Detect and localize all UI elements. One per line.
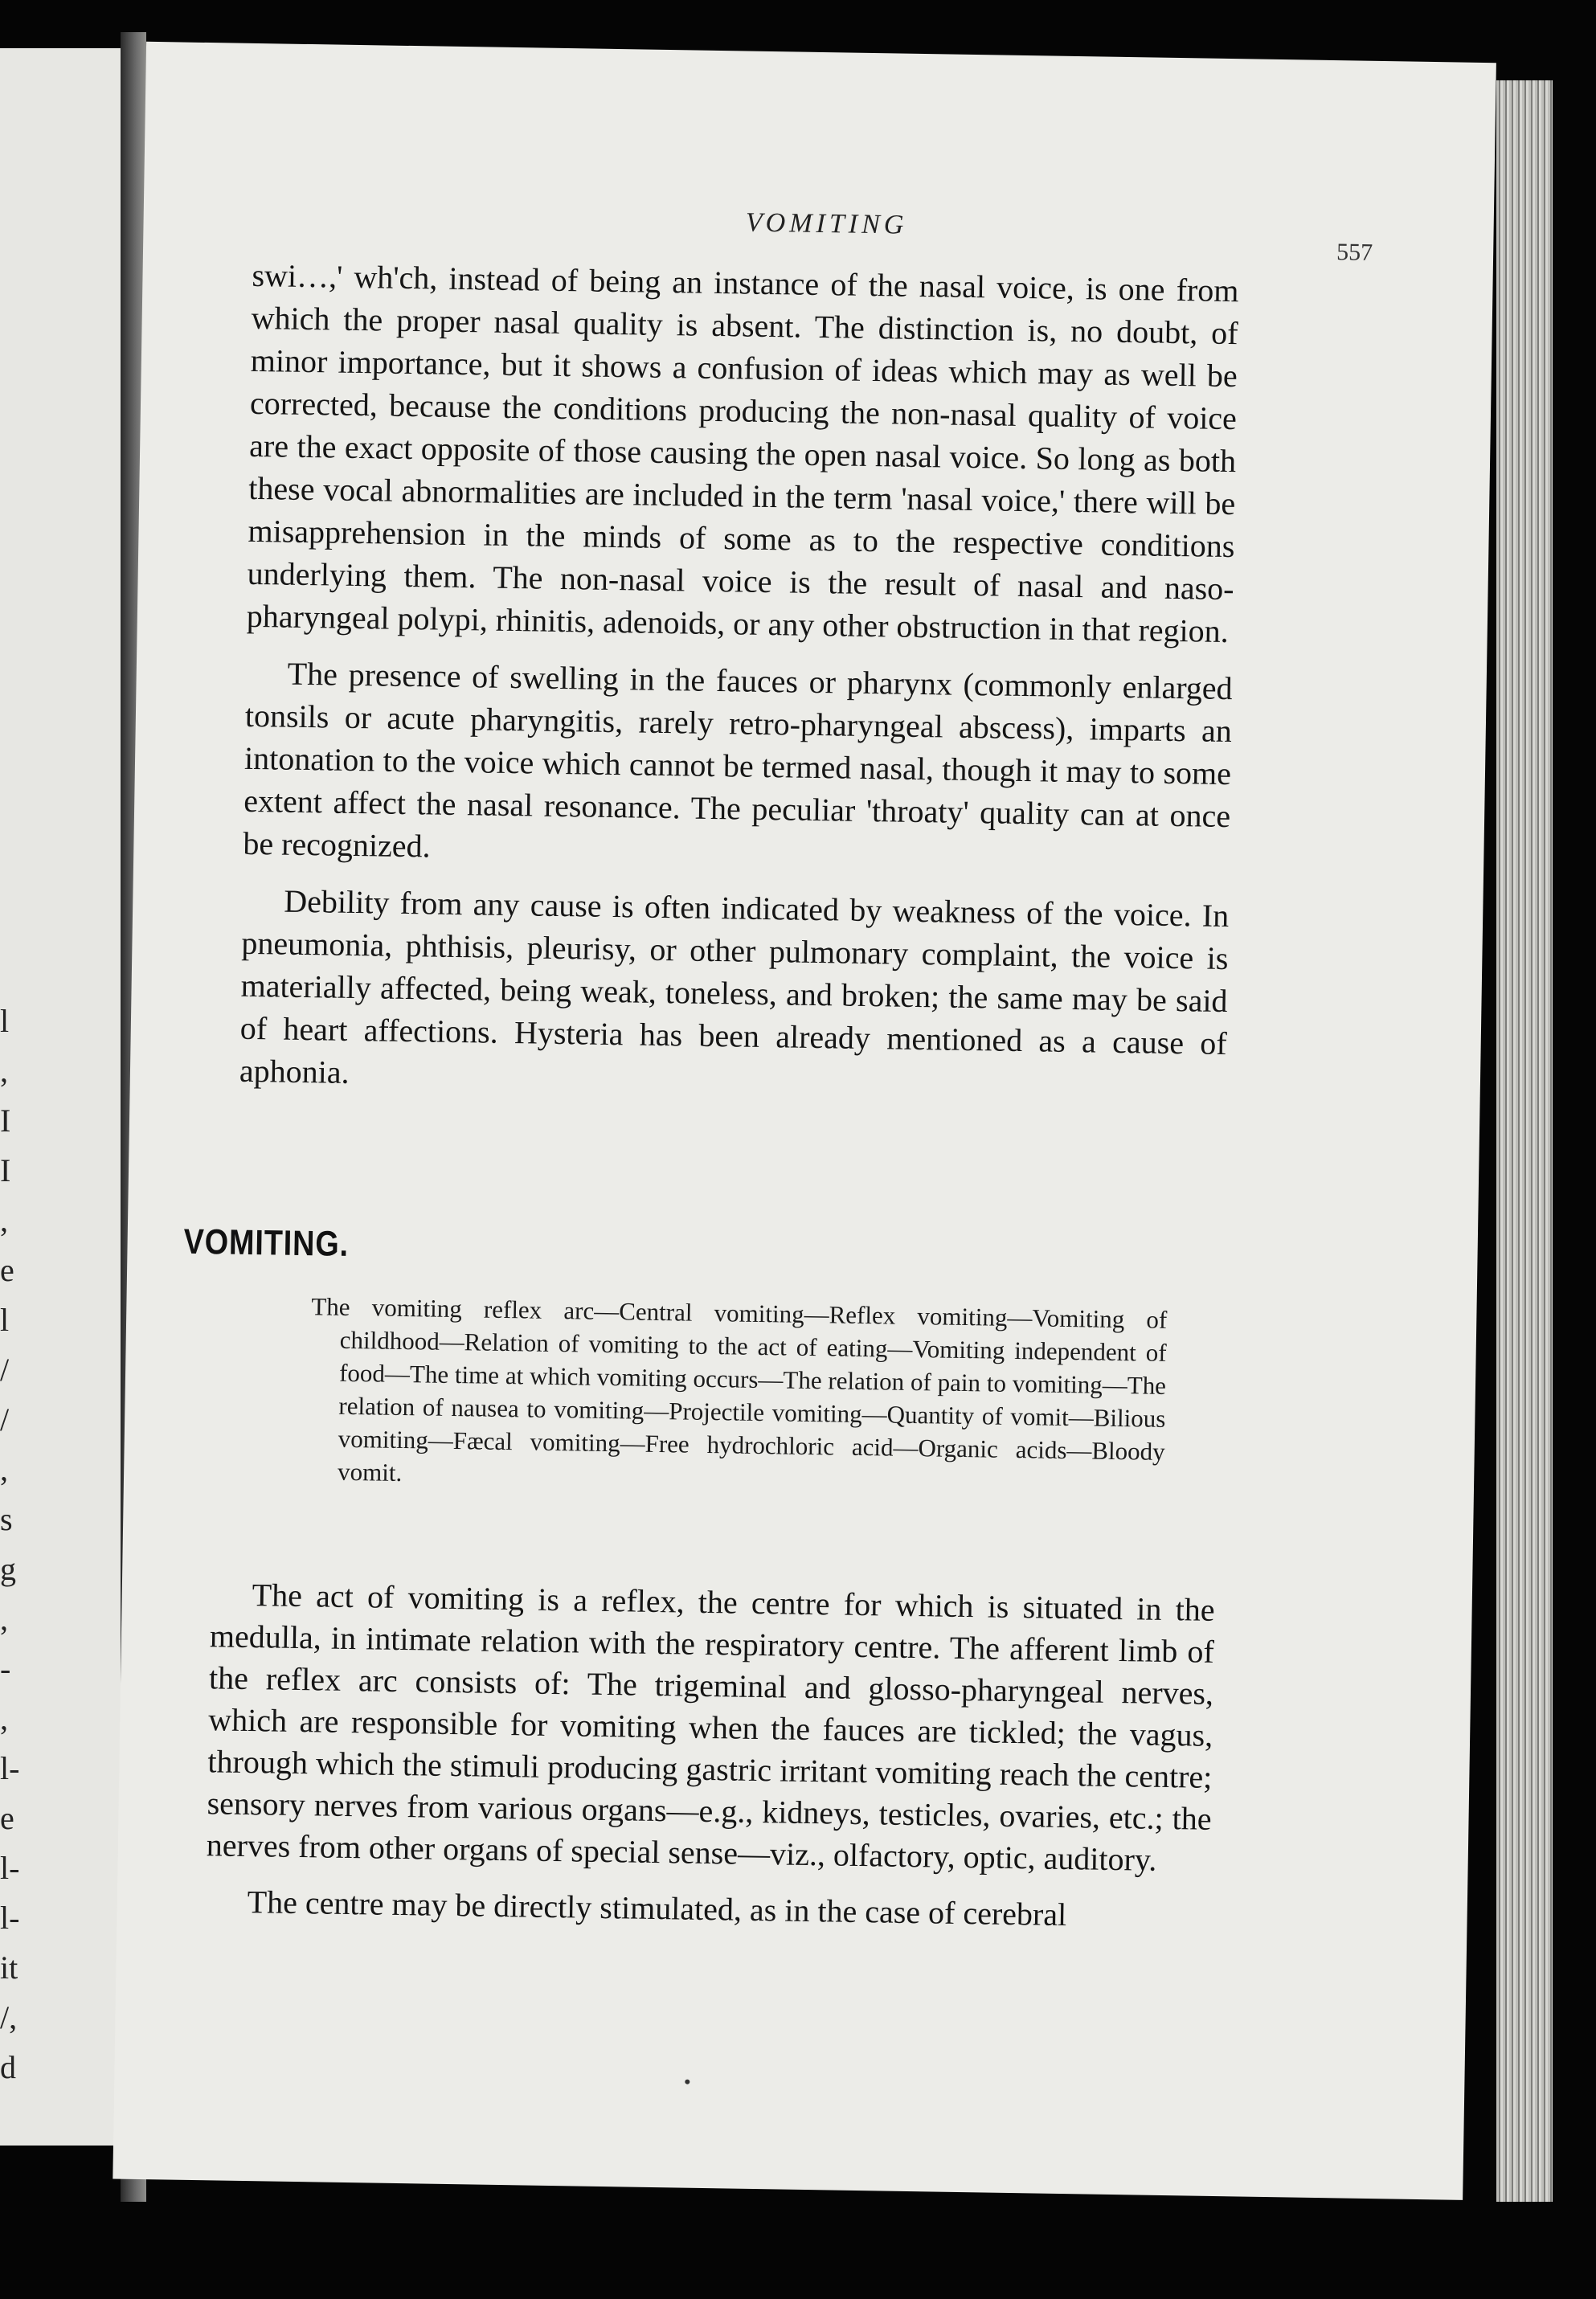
page-number: 557 (1336, 239, 1373, 266)
paragraph: Debility from any cause is often indicated by weakness of the voice. In pneumonia, phthisis, pleurisy, or other pulmonary complaint, the voice is materially affected, being weak, toneless, and broken; the same may be said of heart affections. Hysteria has been already mentioned as a cause of aphonia. (239, 882, 1230, 1090)
left-page-letter: , (0, 1202, 8, 1238)
left-page-letter: / (0, 1401, 10, 1438)
left-page-letter: l- (0, 1900, 20, 1936)
paragraph: The act of vomiting is a reflex, the centre for which is situated in the medulla, in intimate relation with the respiratory centre. The afferent limb of the reflex arc consists of: The trigeminal and glosso-pharyngeal nerves, which are responsible for vomiting when the fauces are tickled; the vagus, through which the stimuli producing gastric irritant vomiting reach the centre; sensory nerves from various organs—e.g., kidneys, testicles, ovaries, etc.; the nerves from other organs of special sense—viz., olfactory, optic, auditory. (206, 1577, 1215, 1878)
left-page-letter: l (0, 1003, 10, 1039)
left-page-cut-text (0, 996, 32, 2092)
page-edges (1496, 80, 1553, 2202)
left-facing-page (0, 48, 121, 2146)
left-page-letter: l (0, 1302, 10, 1338)
left-page-letter: , (0, 1601, 8, 1637)
body-text-bottom (205, 1573, 1215, 1938)
left-page-letter: s (0, 1501, 13, 1537)
left-page-letter: , (0, 1053, 8, 1089)
left-page-letter: e (0, 1800, 14, 1836)
left-page-letter: /, (0, 1999, 18, 2035)
left-page-letter: d (0, 2049, 16, 2085)
left-page-letter: - (0, 1651, 11, 1687)
left-page-letter: I (0, 1152, 11, 1188)
left-page-letter: I (0, 1102, 11, 1139)
left-page-letter: , (0, 1700, 8, 1737)
running-header: VOMITING (745, 207, 908, 240)
section-heading: VOMITING. (183, 1221, 350, 1264)
left-page-letter: l- (0, 1850, 20, 1886)
left-page-letter: it (0, 1949, 18, 1986)
section-synopsis (309, 1290, 1168, 1501)
paragraph: The presence of swelling in the fauces or pharynx (commonly enlarged tonsils or acute pharyngitis, rarely retro-pharyngeal abscess), imparts an intonation to the voice which cannot be termed nasal, though it may to some extent affect the nasal resonance. The peculiar 'throaty' quality can at once be recognized. (243, 655, 1233, 865)
paragraph: swi…,' wh'ch, instead of being an instance of the nasal voice, is one from which the proper nasal quality is absent. The distinction is, no doubt, of minor importance, but it shows a confusion of ideas which may as well be corrected, because the conditions producing the non-nasal quality of voice are the exact opposite of those causing the open nasal voice. So long as both these vocal abnormalities are included in the term 'nasal voice,' there will be misapprehension in the minds of some as to the respective conditions underlying them. The non-nasal voice is the result of nasal and naso-pharyngeal polypi, rhinitis, adenoids, or any other obstruction in that region. (246, 256, 1239, 650)
left-page-letter: , (0, 1451, 8, 1487)
body-text-top (239, 254, 1239, 1107)
left-page-letter: l- (0, 1750, 20, 1786)
paragraph: The centre may be directly stimulated, as in the case of cerebral (247, 1884, 1067, 1933)
left-page-letter: g (0, 1551, 16, 1587)
print-speck (685, 2080, 690, 2084)
left-page-letter: / (0, 1352, 10, 1388)
left-page-letter: e (0, 1252, 14, 1288)
book-page (113, 42, 1496, 2200)
synopsis-text: The vomiting reflex arc—Central vomiting—Reflex vomiting—Vomiting of childhood—Relation of vomiting to the act of eating—Vomiting independent of food—The time at which vomiting occurs—The relation of pain to vomiting—The relation of nausea to vomiting—Projectile vomiting—Quantity of vomit—Bilious vomiting—Fæcal vomiting—Free hydrochloric acid—Organic acids—Bloody vomit. (311, 1292, 1168, 1487)
